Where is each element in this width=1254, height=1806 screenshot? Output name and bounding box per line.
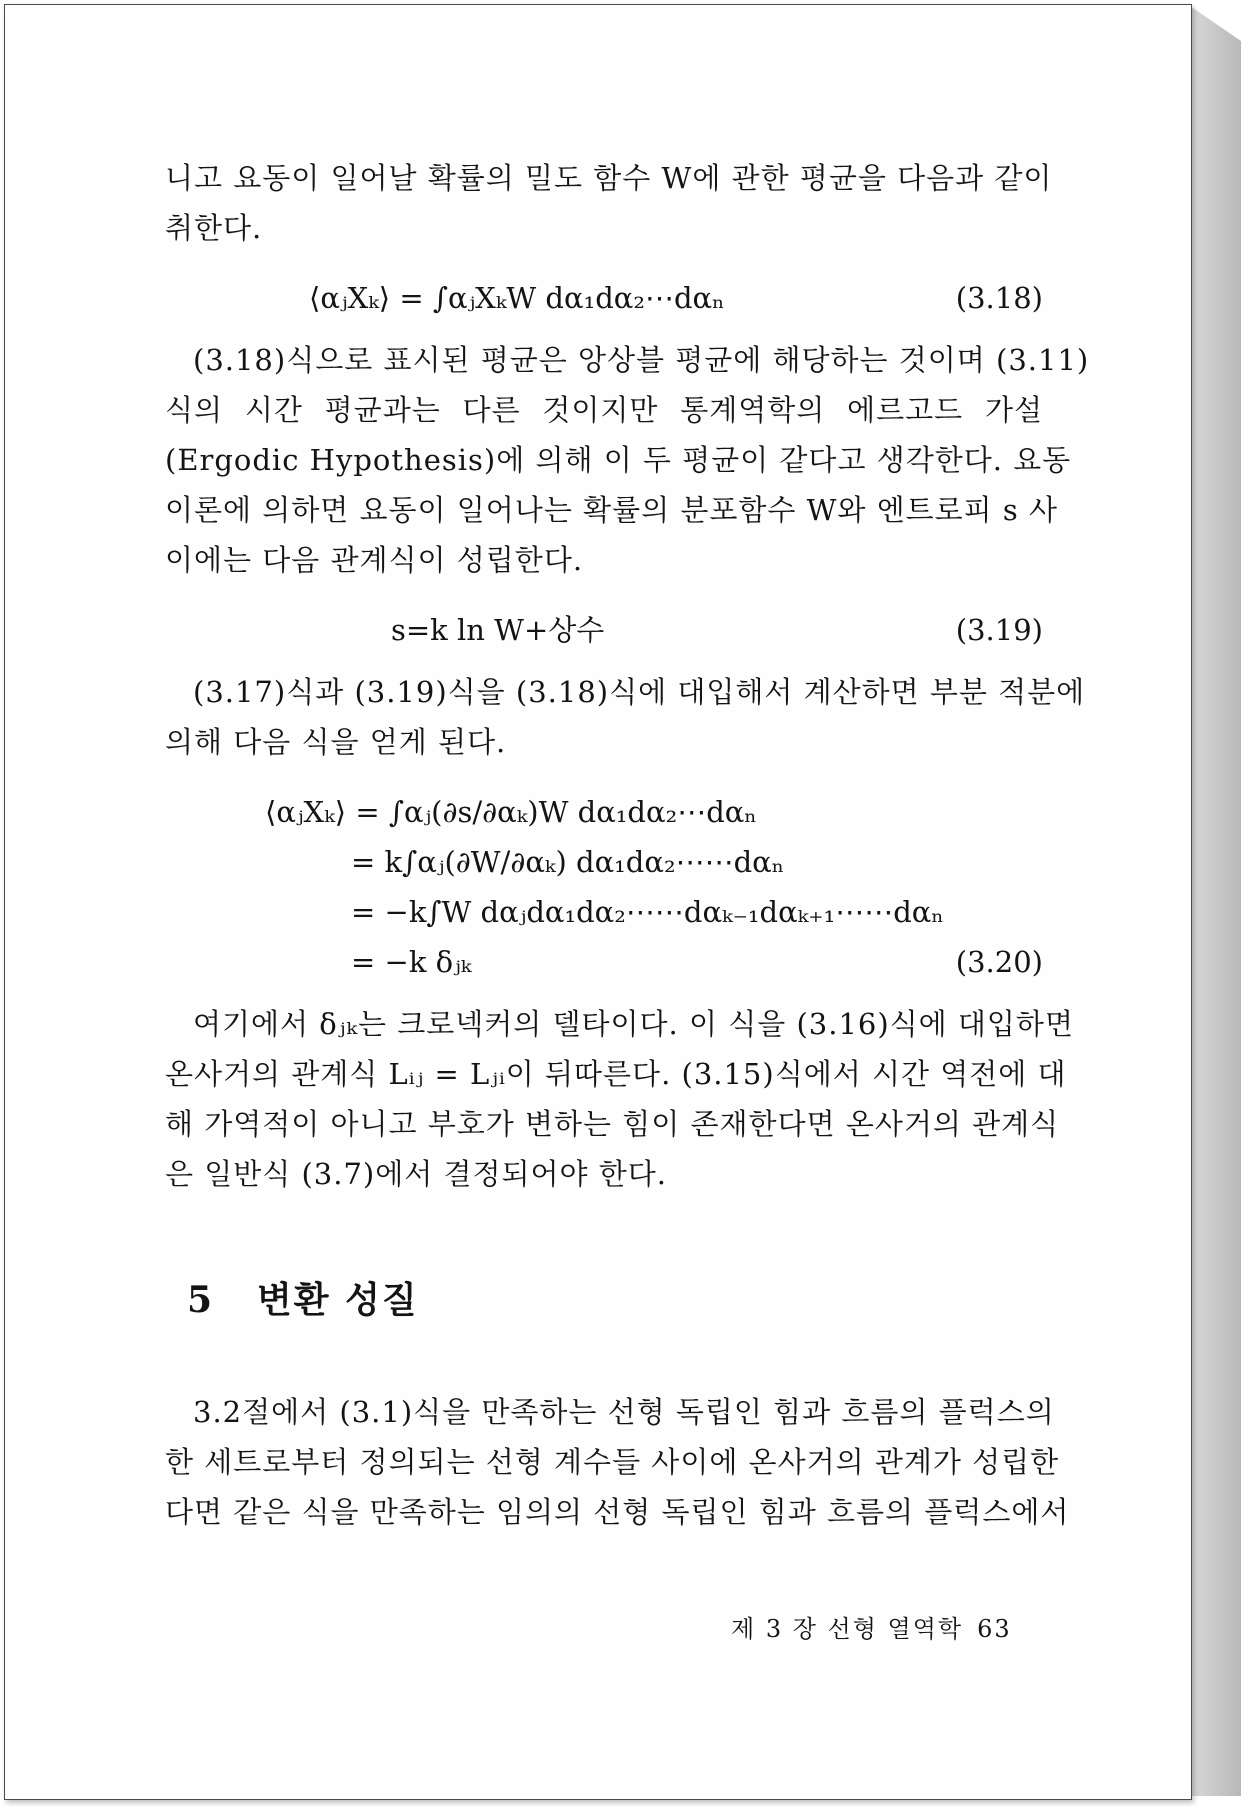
equation-line: [165, 837, 1043, 887]
section-number: 5: [187, 1279, 215, 1321]
equation-3-18: [165, 273, 1043, 323]
equation-number: (3.18): [955, 281, 1043, 315]
text-line: 이에는 다음 관계식이 성립한다.: [165, 543, 584, 577]
text-line: 3.2절에서 (3.1)식을 만족하는 선형 독립인 힘과 흐름의 플럭스의: [193, 1395, 1055, 1429]
text-line: 니고 요동이 일어날 확률의 밀도 함수 W에 관한 평균을 다음과 같이: [165, 161, 1053, 195]
text-line: 다면 같은 식을 만족하는 임의의 선형 독립인 힘과 흐름의 플럭스에서: [165, 1495, 1070, 1529]
text-line: 식의 시간 평균과는 다른 것이지만 통계역학의 에르고드 가설: [165, 393, 1043, 427]
equation-body: = −k δⱼₖ: [351, 945, 472, 979]
page-content: [165, 153, 1090, 1537]
equation-line: [165, 887, 1043, 937]
paragraph-2: [165, 335, 1090, 585]
text-line: 해 가역적이 아니고 부호가 변하는 힘이 존재한다면 온사거의 관계식: [165, 1107, 1060, 1141]
equation-body: ⟨αⱼXₖ⟩ = ∫αⱼXₖW dα₁dα₂⋯dαₙ: [309, 281, 725, 315]
paragraph-5: [165, 1387, 1070, 1537]
equation-3-19: [165, 605, 1043, 655]
equation-line: [165, 787, 1043, 837]
text-line: 은 일반식 (3.7)에서 결정되어야 한다.: [165, 1157, 668, 1191]
text-line: 한 세트로부터 정의되는 선형 계수들 사이에 온사거의 관계가 성립한: [165, 1445, 1060, 1479]
text-line: 온사거의 관계식 Lᵢⱼ = Lⱼᵢ이 뒤따른다. (3.15)식에서 시간 역전에 대: [165, 1057, 1067, 1091]
equation-body: s=k ln W+상수: [391, 613, 605, 647]
equation-body: = k∫αⱼ(∂W/∂αₖ) dα₁dα₂⋯⋯dαₙ: [351, 845, 785, 879]
equation-body: ⟨αⱼXₖ⟩ = ∫αⱼ(∂s/∂αₖ)W dα₁dα₂⋯dαₙ: [265, 795, 757, 829]
page-number: 63: [977, 1615, 1012, 1643]
equation-number: (3.20): [955, 945, 1043, 979]
equation-line: [165, 937, 1043, 987]
paragraph-3: [165, 667, 1086, 767]
text-line: (Ergodic Hypothesis)에 의해 이 두 평균이 같다고 생각한다. 요동: [165, 443, 1072, 477]
text-line: 여기에서 δⱼₖ는 크로넥커의 델타이다. 이 식을 (3.16)식에 대입하면: [193, 1007, 1074, 1041]
equation-3-20: [165, 787, 1043, 987]
text-line: 의해 다음 식을 얻게 된다.: [165, 725, 507, 759]
section-title: 변환 성질: [257, 1279, 419, 1321]
page-footer: [731, 1609, 1012, 1644]
running-header-chapter: 제 3 장 선형 열역학: [731, 1615, 964, 1643]
page-stack-edge: [1190, 6, 1241, 1796]
paragraph-1: [165, 153, 1053, 253]
text-line: (3.17)식과 (3.19)식을 (3.18)식에 대입해서 계산하면 부분 적분에: [193, 675, 1086, 709]
paragraph-4: [165, 999, 1074, 1199]
equation-body: = −k∫W dαⱼdα₁dα₂⋯⋯dαₖ₋₁dαₖ₊₁⋯⋯dαₙ: [351, 895, 944, 929]
book-page: [4, 4, 1192, 1800]
text-line: 이론에 의하면 요동이 일어나는 확률의 분포함수 W와 엔트로피 s 사: [165, 493, 1059, 527]
equation-number: (3.19): [955, 613, 1043, 647]
text-line: (3.18)식으로 표시된 평균은 앙상블 평균에 해당하는 것이며 (3.11): [193, 343, 1090, 377]
text-line: 취한다.: [165, 211, 263, 245]
section-heading: [165, 1275, 1043, 1325]
